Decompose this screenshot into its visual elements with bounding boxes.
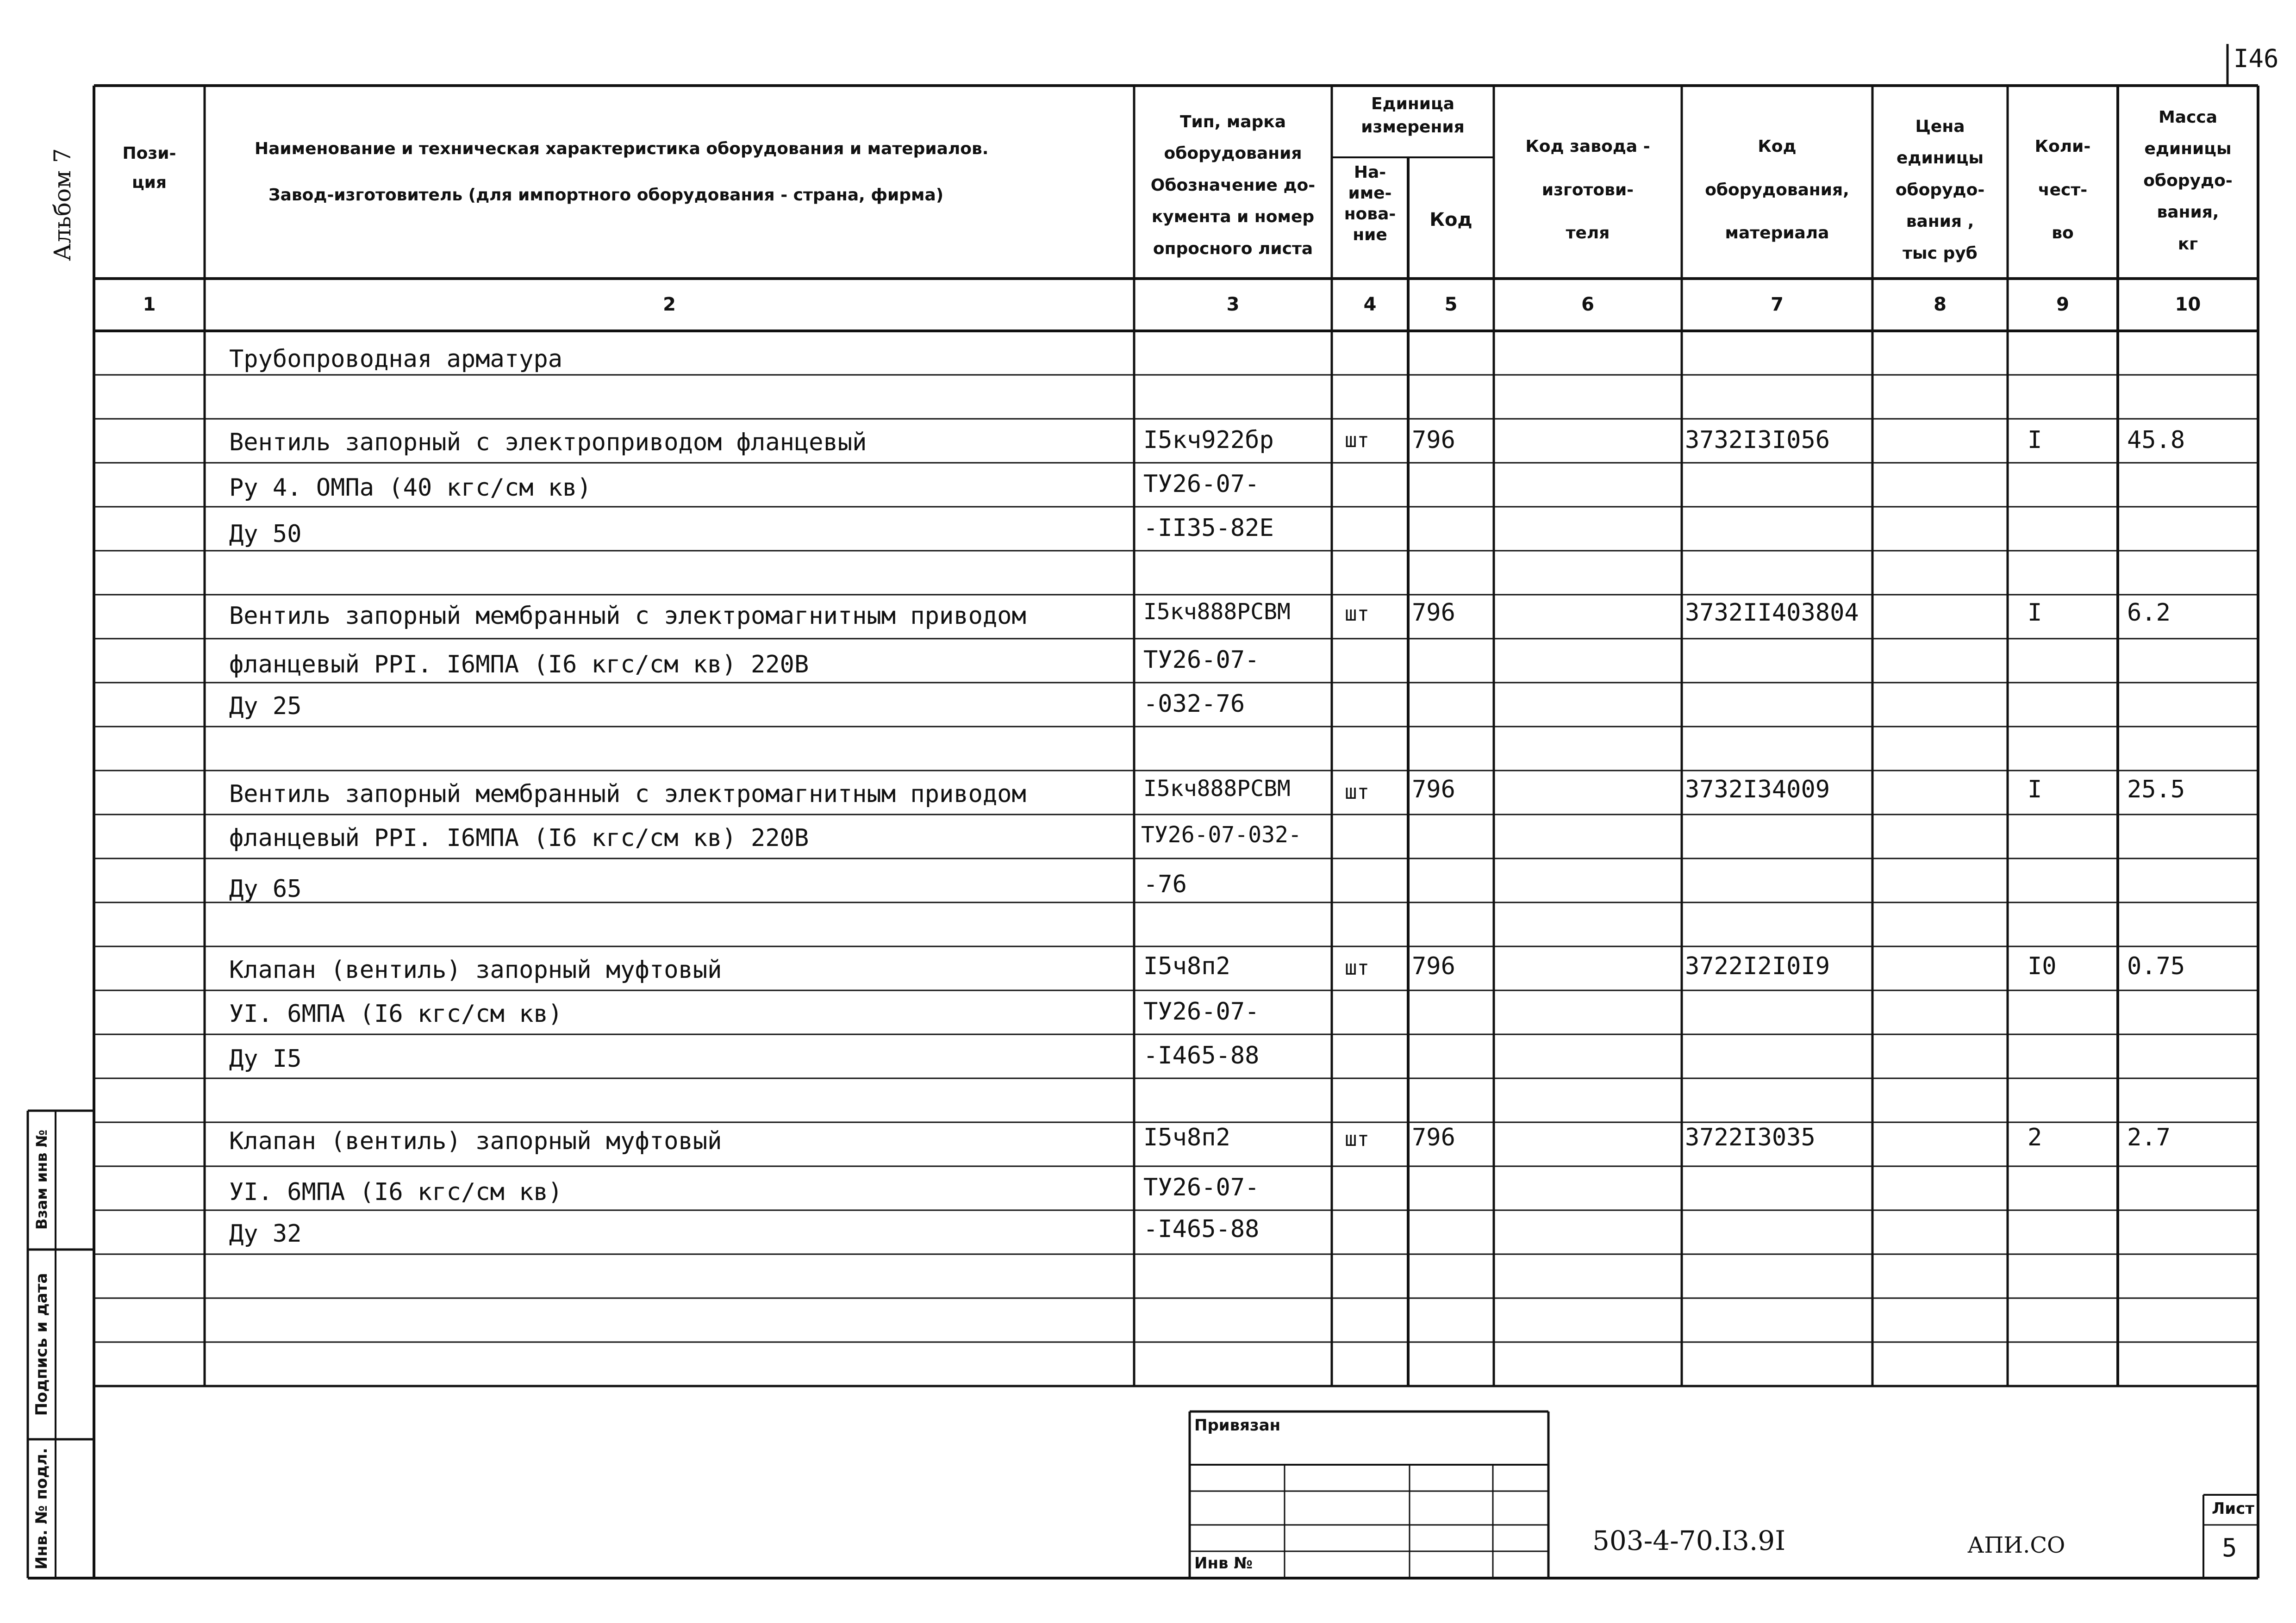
item-name: Вентиль запорный мембранный с электромагнитным приводом (229, 780, 1026, 808)
item-unit: шт (1345, 429, 1369, 452)
item-equipment-code: 3722I2I0I9 (1685, 952, 1830, 980)
item-name: фланцевый РРI. I6МПА (I6 кгс/см кв) 220В (229, 651, 809, 678)
item-type: I5ч8п2 (1143, 952, 1230, 980)
item-type: I5кч922бр (1143, 426, 1274, 454)
item-type: -76 (1143, 871, 1187, 898)
item-unit: шт (1345, 1127, 1369, 1151)
header-position: Пози- ция (122, 144, 176, 192)
item-quantity: I (2028, 776, 2042, 803)
column-number: 6 (1581, 294, 1594, 315)
item-unit-code: 796 (1412, 426, 1455, 454)
item-unit-code: 796 (1412, 952, 1455, 980)
item-mass: 25.5 (2127, 776, 2185, 803)
header-factory-code: Код завода - изготови- теля (1525, 137, 1650, 243)
item-name: Ду 65 (229, 875, 302, 903)
item-name: Ду I5 (229, 1045, 302, 1073)
stamp-privyazan: Привязан (1194, 1416, 1281, 1435)
header-unit-name: На- име- нова- ние (1344, 163, 1396, 244)
item-type: ТУ26-07- (1143, 1174, 1260, 1201)
side-label-vzam-inv: Взам инв № (33, 1129, 50, 1230)
column-number: 3 (1226, 294, 1240, 315)
item-type: ТУ26-07- (1143, 646, 1260, 674)
column-number: 10 (2175, 294, 2201, 315)
item-name: Ду 50 (229, 520, 302, 548)
item-unit-code: 796 (1412, 1124, 1455, 1151)
item-mass: 45.8 (2127, 426, 2185, 454)
item-name: Ду 25 (229, 692, 302, 720)
item-type: -I465-88 (1143, 1042, 1260, 1070)
header-quantity: Коли- чест- во (2034, 137, 2091, 243)
item-mass: 6.2 (2127, 599, 2171, 627)
item-type: ТУ26-07-032- (1141, 822, 1302, 848)
item-type: I5кч888РСВМ (1143, 776, 1291, 802)
item-name: фланцевый РРI. I6МПА (I6 кгс/см кв) 220В (229, 824, 809, 852)
item-quantity: I (2028, 599, 2042, 627)
sheet-code: АПИ.СО (1967, 1532, 2065, 1558)
item-name: Вентиль запорный с электроприводом фланцевый (229, 429, 867, 456)
item-type: ТУ26-07- (1143, 998, 1260, 1026)
item-equipment-code: 3722I3035 (1685, 1124, 1816, 1151)
column-number: 2 (663, 294, 676, 315)
sheet-label: Лист (2212, 1499, 2254, 1518)
side-label-podpis-data: Подпись и дата (32, 1273, 51, 1416)
item-type: I5кч888РСВМ (1143, 599, 1291, 625)
item-quantity: 2 (2028, 1124, 2042, 1151)
item-unit: шт (1345, 780, 1369, 804)
document-code: 503-4-70.I3.9I (1592, 1525, 1786, 1556)
item-name: Вентиль запорный мембранный с электромагнитным приводом (229, 602, 1026, 630)
item-unit: шт (1345, 602, 1369, 626)
item-type: I5ч8п2 (1143, 1124, 1230, 1151)
header-unit-group: Единица измерения (1361, 94, 1465, 137)
item-equipment-code: 3732II403804 (1685, 599, 1859, 627)
header-type: Тип, марка оборудования Обозначение до- кумента и номер опросного листа (1150, 112, 1316, 258)
column-number: 9 (2056, 294, 2069, 315)
item-name: Клапан (вентиль) запорный муфтовый (229, 956, 722, 984)
item-unit-code: 796 (1412, 776, 1455, 803)
header-price: Цена единицы оборудо- вания , тыс руб (1895, 117, 1985, 263)
item-equipment-code: 3732I3I056 (1685, 426, 1830, 454)
item-unit-code: 796 (1412, 599, 1455, 627)
item-name: Ру 4. ОМПа (40 кгс/см кв) (229, 474, 592, 502)
header-equipment-code: Код оборудования, материала (1705, 137, 1849, 243)
item-name: Клапан (вентиль) запорный муфтовый (229, 1127, 722, 1155)
sheet-number: 5 (2222, 1533, 2237, 1562)
header-name-line1: Наименование и техническая характеристика оборудования и материалов. (255, 139, 989, 158)
column-number: 4 (1363, 294, 1377, 315)
header-unit-code: Код (1429, 209, 1472, 230)
item-name: УI. 6МПА (I6 кгс/см кв) (229, 1178, 563, 1206)
column-number: 1 (143, 294, 156, 315)
item-quantity: I (2028, 426, 2042, 454)
item-type: ТУ26-07- (1143, 470, 1260, 498)
item-mass: 0.75 (2127, 952, 2185, 980)
stamp-inv-no: Инв № (1194, 1554, 1253, 1573)
item-type: -032-76 (1143, 690, 1245, 718)
item-name: Трубопроводная арматура (229, 345, 563, 373)
column-number: 5 (1444, 294, 1458, 315)
column-number: 8 (1934, 294, 1947, 315)
item-type: -II35-82Е (1143, 514, 1274, 542)
item-name: УI. 6МПА (I6 кгс/см кв) (229, 1000, 563, 1028)
item-quantity: I0 (2028, 952, 2057, 980)
item-mass: 2.7 (2127, 1124, 2171, 1151)
item-equipment-code: 3732I34009 (1685, 776, 1830, 803)
header-mass: Масса единицы оборудо- вания, кг (2143, 108, 2233, 254)
item-unit: шт (1345, 956, 1369, 980)
page-number: I46 (2234, 44, 2279, 73)
header-name-line2: Завод-изготовитель (для импортного оборудования - страна, фирма) (268, 186, 944, 205)
side-label-inv-podl: Инв. № подл. (32, 1448, 51, 1570)
item-type: -I465-88 (1143, 1215, 1260, 1243)
album-label: Альбом 7 (49, 148, 76, 261)
column-number: 7 (1771, 294, 1784, 315)
item-name: Ду 32 (229, 1220, 302, 1248)
